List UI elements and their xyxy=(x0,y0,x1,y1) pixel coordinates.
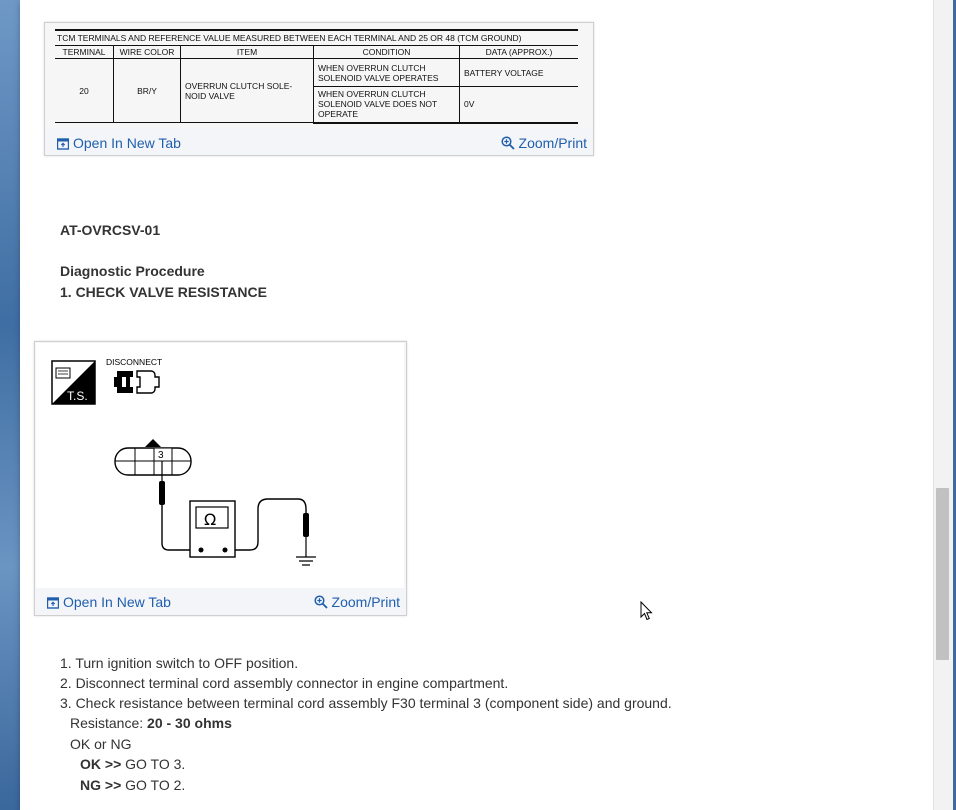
scrollbar-thumb[interactable] xyxy=(936,488,949,660)
disconnect-connector-icon xyxy=(114,371,159,393)
open-tab-icon xyxy=(47,597,59,609)
resistance-value: 20 - 30 ohms xyxy=(147,715,232,731)
cell-condition-1: WHEN OVERRUN CLUTCH SOLENOID VALVE OPERATES xyxy=(314,59,460,87)
ok-branch xyxy=(80,756,185,772)
step-2: 2. Disconnect terminal cord assembly connector in engine compartment. xyxy=(60,675,509,691)
terminal-number: 3 xyxy=(158,450,164,461)
ng-action: GO TO 2. xyxy=(121,777,186,793)
open-tab-icon xyxy=(57,138,69,150)
probe-ground xyxy=(235,499,309,557)
resistance-spec xyxy=(70,715,232,731)
zoom-in-icon xyxy=(314,595,328,609)
col-terminal: TERMINAL xyxy=(55,46,114,59)
mouse-cursor-icon xyxy=(640,601,654,621)
cell-data-2: 0V xyxy=(460,87,579,123)
section-code: AT-OVRCSV-01 xyxy=(60,222,161,238)
ohm-symbol: Ω xyxy=(204,510,217,529)
diagram-toolbar xyxy=(35,588,406,615)
table-caption: TCM TERMINALS AND REFERENCE VALUE MEASURED BETWEEN EACH TERMINAL AND 25 OR 48 (TCM GROUND) xyxy=(55,30,578,46)
open-new-tab-link[interactable] xyxy=(57,135,181,151)
procedure-title: Diagnostic Procedure xyxy=(60,263,205,279)
col-data: DATA (APPROX.) xyxy=(460,46,579,59)
zoom-print-label: Zoom/Print xyxy=(518,135,587,151)
resistance-check-diagram xyxy=(36,343,404,588)
ts-label: T.S. xyxy=(67,389,88,403)
cell-wire-color: BR/Y xyxy=(114,59,181,123)
zoom-print-link[interactable] xyxy=(501,135,587,151)
cell-data-1: BATTERY VOLTAGE xyxy=(460,59,579,87)
ng-label: NG >> xyxy=(80,777,122,793)
open-new-tab-label: Open In New Tab xyxy=(73,135,181,151)
open-new-tab-label: Open In New Tab xyxy=(63,594,171,610)
zoom-in-icon xyxy=(501,136,515,150)
disconnect-label: DISCONNECT xyxy=(106,357,163,367)
terminal-table-figure xyxy=(44,22,594,156)
step-title: 1. CHECK VALVE RESISTANCE xyxy=(60,284,267,300)
ok-label: OK >> xyxy=(80,756,122,772)
cell-item: OVERRUN CLUTCH SOLE-NOID VALVE xyxy=(181,59,314,123)
cell-condition-2: WHEN OVERRUN CLUTCH SOLENOID VALVE DOES NOT OPERATE xyxy=(314,87,460,123)
resistance-label: Resistance: xyxy=(70,715,148,731)
f30-connector xyxy=(115,439,191,475)
ground-icon xyxy=(296,557,316,565)
desktop-background xyxy=(0,0,20,810)
zoom-print-link[interactable] xyxy=(314,594,400,610)
cell-terminal: 20 xyxy=(55,59,114,123)
col-wire-color: WIRE COLOR xyxy=(114,46,181,59)
ok-ng-prompt: OK or NG xyxy=(70,736,132,752)
figure-toolbar xyxy=(45,129,593,155)
open-new-tab-link[interactable] xyxy=(47,594,171,610)
ok-action: GO TO 3. xyxy=(121,756,186,772)
col-item: ITEM xyxy=(181,46,314,59)
diagram-figure xyxy=(34,341,407,616)
step-3: 3. Check resistance between terminal cord assembly F30 terminal 3 (component side) and ground. xyxy=(60,695,672,711)
step-1: 1. Turn ignition switch to OFF position. xyxy=(60,655,299,671)
vertical-scrollbar[interactable] xyxy=(933,0,953,810)
ng-branch xyxy=(80,777,185,793)
col-condition: CONDITION xyxy=(314,46,460,59)
zoom-print-label: Zoom/Print xyxy=(331,594,400,610)
tcm-terminal-table xyxy=(55,29,578,124)
document-page xyxy=(20,0,933,810)
